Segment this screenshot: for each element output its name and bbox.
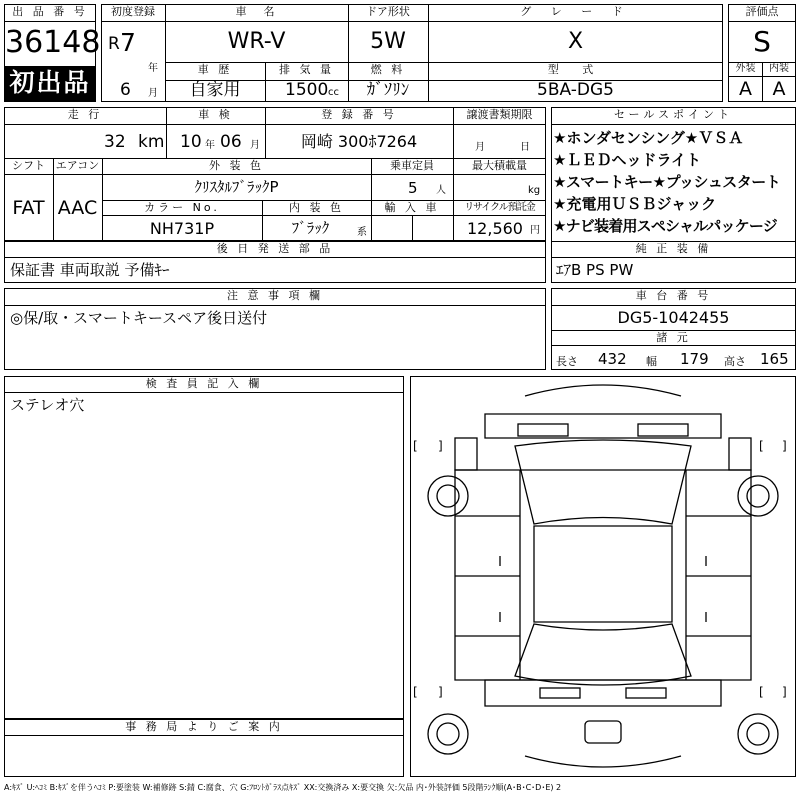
inspection-month-unit: 月 (250, 140, 260, 151)
ext-color-value: ｸﾘｽﾀﾙﾌﾞﾗｯｸP (194, 178, 279, 196)
mileage-unit: km (138, 132, 165, 152)
equipment-value: ｴｱB PS PW (556, 261, 634, 279)
aircon-value: AAC (57, 197, 98, 219)
recycle-unit: 円 (530, 225, 540, 236)
svg-text:]: ] (438, 439, 443, 453)
width-label: 幅 (646, 355, 657, 368)
recycle-value: 12,560 (467, 219, 523, 238)
length-value: 432 (598, 350, 627, 368)
sales-point-item: ★ホンダセンシング★ＶＳＡ (553, 129, 744, 147)
first-reg-label: 初度登録 (102, 5, 164, 21)
int-color-label: 内 装 色 (263, 201, 370, 215)
color-no-value: NH731P (149, 219, 215, 238)
svg-text:[: [ (413, 685, 418, 699)
displacement-unit: cc (328, 87, 339, 98)
history-value: 自家用 (189, 80, 241, 100)
score-value: S (753, 25, 771, 58)
sales-point-item: ★ＬＥＤヘッドライト (553, 151, 701, 169)
sales-points-label: セールスポイント (552, 108, 795, 124)
height-label: 高さ (724, 355, 746, 368)
inspection-month: 06 (220, 132, 242, 152)
svg-text:]: ] (438, 685, 443, 699)
first-listing-text: 初出品 (9, 68, 91, 97)
displacement-value: 1500 (285, 80, 329, 100)
mileage-value: 32 (104, 132, 126, 152)
sales-point-item: ★スマートキー★プッシュスタート (553, 173, 781, 191)
inspection-year-unit: 年 (205, 140, 215, 151)
ext-color-label: 外 装 色 (103, 159, 370, 174)
inspector-value: ステレオ穴 (10, 396, 85, 414)
grade-label: グ レ ー ド (429, 5, 722, 21)
model-code-label: 型 式 (429, 63, 722, 79)
equipment-label: 純 正 装 備 (552, 242, 795, 257)
lot-number: 36148 (5, 25, 101, 60)
notes-label: 注 意 事 項 欄 (5, 289, 545, 305)
door-label: ドア形状 (349, 5, 427, 21)
car-diagram (410, 376, 796, 777)
first-reg-month: 6 (120, 80, 131, 100)
color-no-label: カラー No. (103, 201, 261, 215)
svg-text:[: [ (759, 439, 764, 453)
exterior-score: A (739, 78, 752, 100)
max-load-label: 最大積載量 (454, 159, 545, 174)
later-parts-label: 後 日 発 送 部 品 (5, 242, 545, 257)
chassis-value: DG5-1042455 (617, 308, 730, 327)
first-reg-year-unit: 年 (148, 63, 158, 74)
lot-label: 出 品 番 号 (5, 5, 95, 21)
plate-label: 登 録 番 号 (266, 108, 452, 124)
mileage-label: 走 行 (5, 108, 165, 124)
first-reg-year: 7 (120, 28, 136, 57)
svg-text:]: ] (782, 685, 787, 699)
import-label: 輸 入 車 (372, 201, 452, 215)
notes-value: ◎保/取・スマートキースペア後日送付 (10, 309, 268, 327)
first-reg-month-unit: 月 (148, 88, 158, 99)
int-color-value: ﾌﾞﾗｯｸ (291, 219, 330, 237)
chassis-label: 車 台 番 号 (552, 289, 795, 305)
interior-score: A (772, 78, 786, 100)
transfer-day-unit: 日 (520, 142, 530, 153)
svg-text:[: [ (413, 439, 418, 453)
model-code-value: 5BA-DG5 (537, 80, 614, 100)
capacity-unit: 人 (436, 185, 446, 196)
width-value: 179 (680, 350, 709, 368)
sales-point-item: ★ナビ装着用スペシャルパッケージ (553, 217, 777, 235)
capacity-label: 乗車定員 (372, 159, 452, 174)
inspector-label: 検 査 員 記 入 欄 (5, 377, 403, 392)
max-load-unit: kg (528, 185, 541, 196)
history-label: 車 歴 (166, 63, 264, 79)
capacity-value: 5 (408, 179, 418, 197)
inspection-label: 車 検 (167, 108, 264, 124)
grade-value: X (567, 29, 584, 54)
fuel-label: 燃 料 (349, 63, 427, 79)
transfer-label: 譲渡書類期限 (454, 108, 545, 124)
interior-label: 内装 (769, 63, 789, 74)
int-color-suffix: 系 (357, 227, 367, 238)
svg-text:]: ] (782, 439, 787, 453)
office-label: 事 務 局 よ り ご 案 内 (5, 720, 403, 735)
svg-text:[: [ (759, 685, 764, 699)
door-value: 5W (370, 29, 406, 54)
inspection-year: 10 (180, 132, 202, 152)
later-parts-value: 保証書 車両取説 予備ｷｰ (10, 261, 170, 279)
plate-value: 岡崎 300ﾎ7264 (300, 132, 418, 151)
recycle-label: リサイクル預託金 (454, 201, 545, 215)
transfer-month-unit: 月 (475, 142, 485, 153)
score-label: 評価点 (729, 5, 795, 21)
car-name-label: 車 名 (166, 5, 347, 21)
legend-text: A:ｷｽﾞ U:ﾍｺﾐ B:ｷｽﾞを伴うﾍｺﾐ P:要塗装 W:補修跡 S:錆 C:腐食、穴 G:ﾌﾛﾝﾄｶﾞﾗｽ点ｷｽﾞ XX:交換済み X:要交換 欠:欠品 内･外装評価 5段階ﾗﾝｸ順(A･B･C･D･E) 2 (4, 783, 562, 792)
inspector-box (4, 376, 404, 719)
dims-label: 諸 元 (552, 331, 795, 345)
length-label: 長さ (556, 355, 578, 368)
aircon-label: エアコン (55, 159, 100, 172)
fuel-value: ｶﾞｿﾘﾝ (366, 80, 410, 100)
exterior-label: 外装 (735, 63, 756, 74)
height-value: 165 (760, 350, 789, 368)
car-name-value: WR-V (227, 29, 286, 54)
displacement-label: 排 気 量 (266, 63, 347, 79)
shift-value: FAT (12, 197, 45, 219)
sales-point-item: ★充電用ＵＳＢジャック (553, 195, 717, 213)
shift-label: シフト (5, 159, 52, 174)
first-reg-era: R (108, 34, 120, 54)
